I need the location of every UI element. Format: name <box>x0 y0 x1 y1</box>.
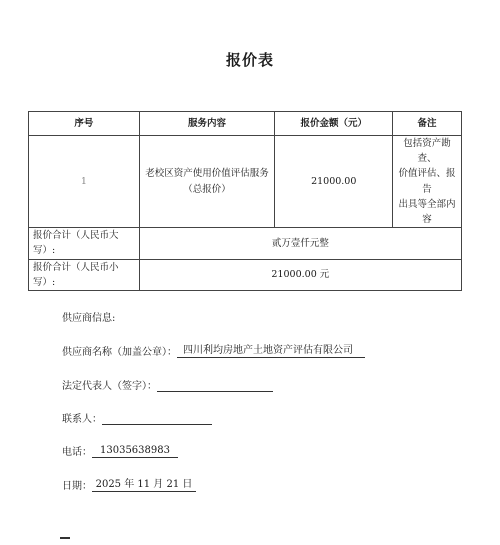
amount-cell: 21000.00 <box>275 136 393 228</box>
total-lower-label: 报价合计（人民币小写）: <box>29 259 140 290</box>
contact-field[interactable] <box>102 412 212 425</box>
date-line <box>62 477 196 492</box>
contact-line <box>62 410 212 425</box>
remark-line1: 包括资产勘查、 <box>403 138 451 165</box>
seq-value: 1 <box>80 175 87 187</box>
supplier-name-line <box>62 343 365 358</box>
supplier-heading: 供应商信息: <box>62 313 116 324</box>
total-upper-value: 贰万壹仟元整 <box>139 228 461 259</box>
date-value: 2025 年 11 月 21 日 <box>92 479 196 492</box>
legal-rep-signature-field[interactable] <box>157 379 273 392</box>
quote-table <box>28 111 462 291</box>
total-lower-value: 21000.00 元 <box>139 259 461 290</box>
remark-cell <box>393 136 462 228</box>
legal-rep-label: 法定代表人（签字）： <box>62 381 157 392</box>
legal-rep-line <box>62 377 273 392</box>
phone-value: 13035638983 <box>92 445 178 458</box>
supplier-name-label: 供应商名称（加盖公章）： <box>62 347 177 358</box>
total-upper-label: 报价合计（人民币大写）: <box>29 228 140 259</box>
document-title: 报价表 <box>225 51 274 69</box>
service-cell <box>139 136 275 228</box>
service-text-line1: 老校区资产使用价值评估服务 <box>145 168 269 180</box>
header-amount: 报价金额（元） <box>275 112 393 136</box>
date-label: 日期： <box>62 481 92 492</box>
total-lower-row <box>29 259 462 290</box>
table-header-row <box>29 112 462 136</box>
total-upper-row <box>29 228 462 259</box>
header-seq: 序号 <box>29 112 140 136</box>
supplier-name-value: 四川利均房地产土地资产评估有限公司 <box>177 345 365 358</box>
page-edge-mark <box>60 537 70 543</box>
phone-line <box>62 443 178 458</box>
service-text-line2: （总报价） <box>183 183 231 195</box>
header-remark: 备注 <box>393 112 462 136</box>
remark-line2: 价值评估、报告 <box>398 168 456 195</box>
phone-label: 电话： <box>62 447 92 458</box>
header-service: 服务内容 <box>139 112 275 136</box>
seq-cell <box>29 136 140 228</box>
table-row <box>29 136 462 228</box>
contact-label: 联系人： <box>62 414 102 425</box>
remark-line3: 出具等全部内容 <box>398 198 456 225</box>
